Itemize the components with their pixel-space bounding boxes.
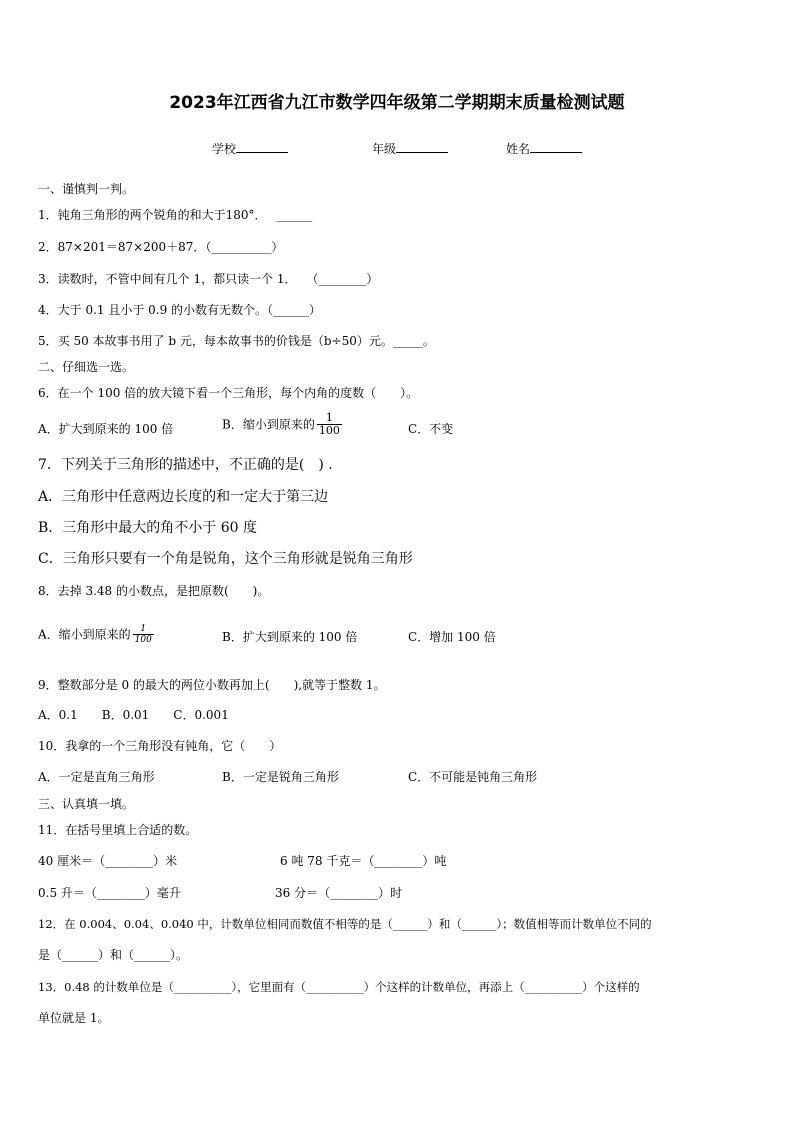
- question-13-line-1: 13．0.48 的计数单位是（__________），它里面有（__________）个这样的计数单位，再添上（__________）个这样的: [38, 980, 640, 994]
- q8-fraction-denominator: 100: [134, 635, 152, 645]
- q11-item-3: 0.5 升＝（________）毫升: [38, 886, 181, 900]
- q8-option-a-label: A．缩小到原来的: [38, 627, 131, 642]
- page-title: 2023年江西省九江市数学四年级第二学期期末质量检测试题: [169, 93, 625, 113]
- q10-option-b: B．一定是锐角三角形: [222, 770, 339, 784]
- name-label: 姓名: [506, 142, 531, 156]
- question-12-line-2: 是（______）和（______）。: [38, 948, 189, 962]
- question-5: 5．买 50 本故事书用了 b 元，每本故事书的价钱是（b÷50）元。_____。: [38, 334, 435, 348]
- name-blank[interactable]: [530, 140, 582, 153]
- q8-fraction-numerator: 1: [133, 624, 154, 635]
- grade-blank[interactable]: [396, 140, 448, 153]
- q11-item-4: 36 分＝（________）时: [275, 886, 403, 900]
- question-2: 2．87×201＝87×200＋87．（__________）: [38, 240, 284, 254]
- question-9: 9．整数部分是 0 的最大的两位小数再加上( ),就等于整数 1。: [38, 678, 386, 692]
- question-4: 4．大于 0.1 且小于 0.9 的小数有无数个。（______）: [38, 303, 322, 317]
- grade-field: [372, 140, 448, 157]
- question-13-line-2: 单位就是 1。: [38, 1011, 110, 1025]
- question-1: 1．钝角三角形的两个锐角的和大于180°． ______: [38, 208, 313, 222]
- question-3: 3．读数时，不管中间有几个 1，都只读一个 1． （________）: [38, 272, 379, 286]
- q7-option-a: A．三角形中任意两边长度的和一定大于第三边: [38, 489, 329, 505]
- q6-option-a: A．扩大到原来的 100 倍: [38, 422, 174, 436]
- grade-label: 年级: [372, 142, 397, 156]
- q11-item-2: 6 吨 78 千克＝（________）吨: [280, 854, 447, 868]
- question-11: 11．在括号里填上合适的数。: [38, 823, 198, 837]
- q8-option-b: B．扩大到原来的 100 倍: [222, 630, 358, 644]
- question-8: 8．去掉 3.48 的小数点，是把原数( )。: [38, 584, 270, 598]
- name-field: [506, 140, 582, 157]
- section-3-heading: 三、认真填一填。: [38, 797, 135, 811]
- section-1-heading: 一、谨慎判一判。: [38, 182, 135, 196]
- q7-option-b: B．三角形中最大的角不小于 60 度: [38, 520, 258, 536]
- school-label: 学校: [212, 142, 237, 156]
- question-10: 10．我拿的一个三角形没有钝角，它（ ）: [38, 739, 282, 753]
- school-blank[interactable]: [236, 140, 288, 153]
- q6-fraction-denominator: 100: [318, 424, 340, 437]
- q6-fraction-numerator: 1: [317, 412, 342, 425]
- q11-item-1: 40 厘米＝（________）米: [38, 854, 178, 868]
- q9-options: A．0.1 B．0.01 C．0.001: [38, 708, 229, 722]
- q6-option-b-label: B．缩小到原来的: [222, 417, 315, 432]
- q7-option-c: C．三角形只要有一个角是锐角，这个三角形就是锐角三角形: [38, 551, 413, 567]
- section-2-heading: 二、仔细选一选。: [38, 360, 135, 374]
- question-6: 6．在一个 100 倍的放大镜下看一个三角形，每个内角的度数（ ）。: [38, 386, 419, 400]
- q6-fraction: [317, 412, 342, 437]
- q10-option-c: C．不可能是钝角三角形: [408, 770, 538, 784]
- q8-option-a: [38, 624, 154, 645]
- q6-option-b: [222, 412, 342, 437]
- school-field: [212, 140, 288, 157]
- q6-option-c: C．不变: [408, 422, 454, 436]
- q8-option-c: C．增加 100 倍: [408, 630, 496, 644]
- question-12-line-1: 12．在 0.004、0.04、0.040 中，计数单位相同而数值不相等的是（______）和（______）；数值相等而计数单位不同的: [38, 917, 652, 931]
- q10-option-a: A．一定是直角三角形: [38, 770, 155, 784]
- question-7: 7．下列关于三角形的描述中，不正确的是( ) .: [38, 457, 333, 473]
- q8-fraction: [133, 624, 154, 645]
